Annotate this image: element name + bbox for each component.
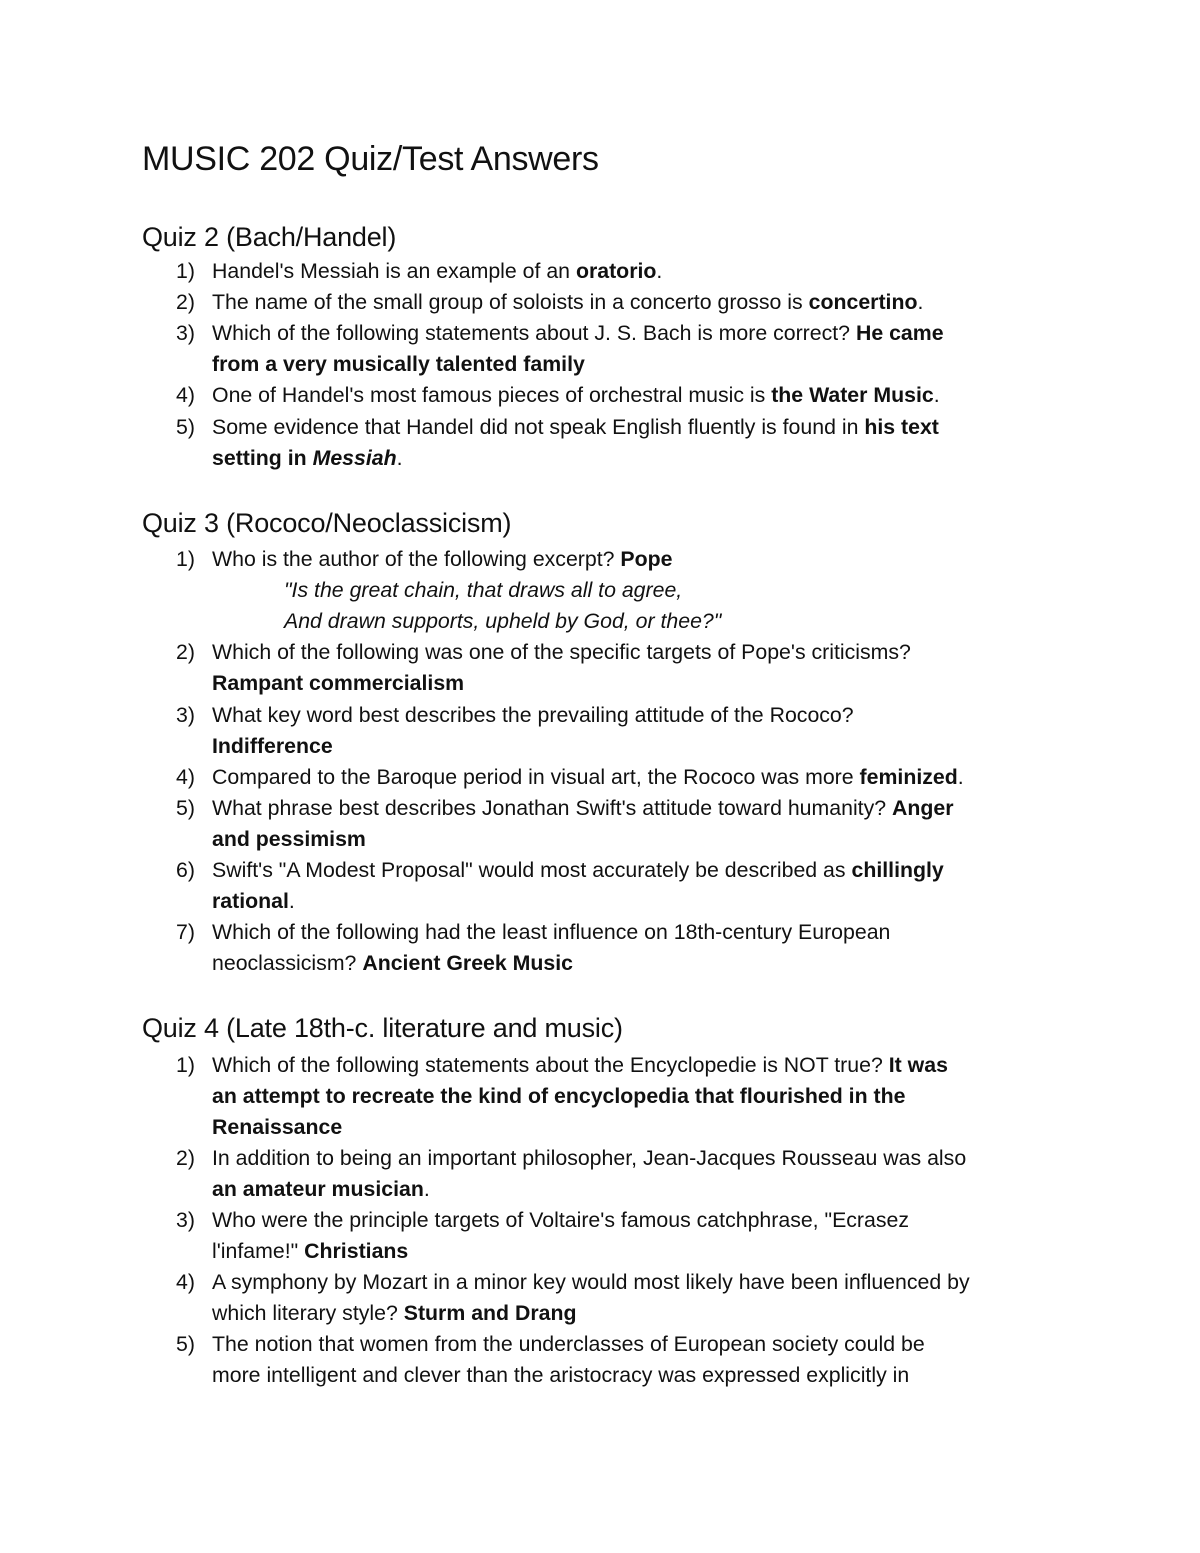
page-title: MUSIC 202 Quiz/Test Answers [142,140,599,178]
answer: Ancient Greek Music [362,951,573,975]
answer: Rampant commercialism [212,671,465,695]
answer: concertino [808,290,918,314]
answer: rational [212,889,289,913]
answer: from a very musically talented family [212,352,585,376]
quiz-heading: Quiz 3 (Rococo/Neoclassicism) [142,508,512,538]
quiz-heading: Quiz 4 (Late 18th-c. literature and music) [142,1013,623,1043]
answer: Anger [892,796,954,820]
answer: the Water Music [771,383,934,407]
answer: feminized [859,765,958,789]
answer: He came [855,321,944,345]
answer: Christians [304,1239,409,1263]
answer: Indifference [212,734,333,758]
quote-line: "Is the great chain, that draws all to agree, [284,578,683,602]
answer: Pope [620,547,673,571]
answer: his text [864,415,939,439]
answer: an amateur musician [212,1177,424,1201]
answer: setting in [212,446,313,470]
answer: an attempt to recreate the kind of encyclopedia that flourished in the [212,1084,906,1108]
quote-line: And drawn supports, upheld by God, or thee?" [284,609,722,633]
answer: chillingly [851,858,944,882]
answer: Sturm and Drang [403,1301,577,1325]
answer: It was [888,1053,948,1077]
quiz-heading: Quiz 2 (Bach/Handel) [142,222,397,252]
answer: and pessimism [212,827,366,851]
answer: oratorio [575,259,657,283]
answer: Renaissance [212,1115,343,1139]
document-page: MUSIC 202 Quiz/Test Answers Quiz 2 (Bach/Handel) 1) Handel's Messiah is an example of an oratorio. 2) The name of the small group of soloists in a concerto grosso is concertino. 3) Which of the following statements about J. S. Bach is more correct? He came from a very musically talented family 4) One of Handel's most famous pieces of orchestral music is the Water Music. 5) Some evidence that Handel did not speak English fluently is found in his text setting in Messiah. Quiz 3 (Rococo/Neoclassicism) 1) Who is the author of the following excerpt? Pope "Is the great chain, that draws all to agree, And drawn supports, upheld by God, or thee?" 2) Which of the following was one of the specific targets of Pope's criticisms? Rampant commercialism 3) What key word best describes the prevailing attitude of the Rococo? Indifference 4) Compared to the Baroque period in visual art, the Rococo was more feminized. 5) What phrase best describes Jonathan Swift's attitude toward humanity? Anger and pessimism 6) Swift's "A Modest Proposal" would most accurately be described as chillingly rational. 7) Which of the following had the least influence on 18th-century European neoclassicism? Ancient Greek Music Quiz 4 (Late 18th-c. literature and music) 1) Which of the following statements about the Encyclopedie is NOT true? It was an attempt to recreate the kind of encyclopedia that flourished in the Renaissance 2) In addition to being an important philosopher, Jean-Jacques Rousseau was also an amateur musician. 3) Who were the principle targets of Voltaire's famous catchphrase, "Ecrasez l'infame!" Christians 4) A symphony by Mozart in a minor key would most likely have been influenced by which literary style? Sturm and Drang 5) The notion that women from the underclasses of European society could be more intelligent and clever than the aristocracy was expressed explicitly in [142,140,970,1387]
